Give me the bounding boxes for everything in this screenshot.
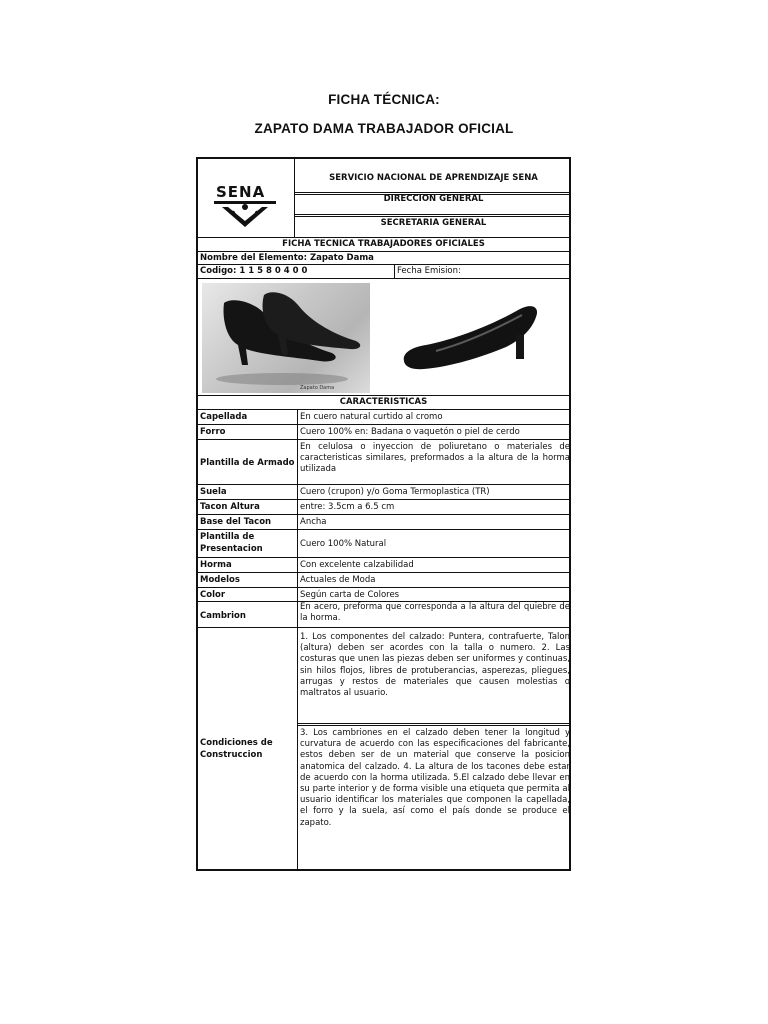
- row-label: Suela: [200, 487, 227, 497]
- row-label: Cambrion: [200, 611, 246, 621]
- row-label: Horma: [200, 560, 232, 570]
- row-value: En celulosa o inyeccion de poliuretano o materiales de caracteristicas similares, preformados a la altura de la horma utilizada: [300, 442, 570, 475]
- document-title: FICHA TÉCNICA:: [328, 92, 440, 107]
- row-label: Capellada: [200, 412, 248, 422]
- row-value: Ancha: [300, 517, 327, 527]
- row-value: Cuero 100% Natural: [300, 539, 387, 549]
- construction-text-2: 3. Los cambriones en el calzado deben tener la longitud y curvatura de acuerdo con las especificaciones del fabricante, estos deben ser de un material que conserve la posicion anatomica del calzado. 4. La altura de los tacones debe estar de acuerdo con la horma utilizada. 5.El calzado debe llevar en su parte interior y de forma visible una etiqueta que permita al usuario identificar los materiales que componen la capellada, el forro y la suela, así como el país donde se produce el zapato.: [300, 728, 570, 828]
- shoe-photo-pair: [202, 283, 370, 393]
- office-name: SECRETARIA GENERAL: [380, 218, 487, 228]
- row-value: Según carta de Colores: [300, 590, 400, 600]
- row-label: Tacon Altura: [200, 502, 260, 512]
- row-label: Plantilla de Armado: [200, 458, 295, 468]
- row-value: Actuales de Moda: [300, 575, 376, 585]
- construction-text-1: 1. Los componentes del calzado: Puntera, contrafuerte, Talon (altura) deben ser acordes con la talla o numero. 2. Las costuras que unen las piezas deben ser uniformes y continuas, sin hilos flojos, libres de protuberancias, asperezas, pliegues, arrugas y restos de materiales que causen molestias o maltratos al usuario.: [300, 632, 570, 699]
- row-value: En acero, preforma que corresponda a la altura del quiebre de la horma.: [300, 602, 570, 624]
- construction-label: Condiciones de Construccion: [200, 738, 273, 760]
- technical-sheet: [196, 157, 571, 871]
- code-label: Codigo: 1 1 5 8 0 4 0 0: [200, 266, 308, 276]
- photo-caption: Zapato Dama: [300, 385, 335, 391]
- row-value: Con excelente calzabilidad: [300, 560, 414, 570]
- shoe-photo-side: [396, 295, 546, 375]
- row-label: Color: [200, 590, 226, 600]
- row-value: entre: 3.5cm a 6.5 cm: [300, 502, 395, 512]
- characteristics-title: CARACTERISTICAS: [339, 397, 428, 407]
- shoe-side-icon: [396, 295, 546, 375]
- sheet-title: FICHA TECNICA TRABAJADORES OFICIALES: [282, 239, 485, 249]
- row-label: Base del Tacon: [200, 517, 272, 527]
- row-label: Forro: [200, 427, 226, 437]
- row-value: Cuero (crupon) y/o Goma Termoplastica (TR): [300, 487, 490, 497]
- shoe-pair-icon: [202, 283, 370, 393]
- logo-wordmark: SENA: [216, 183, 266, 201]
- sena-logo: [200, 161, 292, 233]
- row-label: Plantilla de Presentacion: [200, 532, 263, 554]
- sena-logo-icon: [214, 199, 276, 229]
- dept-name: DIRECCION GENERAL: [383, 194, 484, 204]
- row-value: En cuero natural curtido al cromo: [300, 412, 443, 422]
- issue-date-label: Fecha Emision:: [397, 266, 461, 276]
- row-label: Modelos: [200, 575, 240, 585]
- document-subtitle: ZAPATO DAMA TRABAJADOR OFICIAL: [254, 121, 514, 136]
- org-name: SERVICIO NACIONAL DE APRENDIZAJE SENA: [329, 173, 538, 183]
- element-name: Nombre del Elemento: Zapato Dama: [200, 253, 374, 263]
- row-value: Cuero 100% en: Badana o vaquetón o piel de cerdo: [300, 427, 520, 437]
